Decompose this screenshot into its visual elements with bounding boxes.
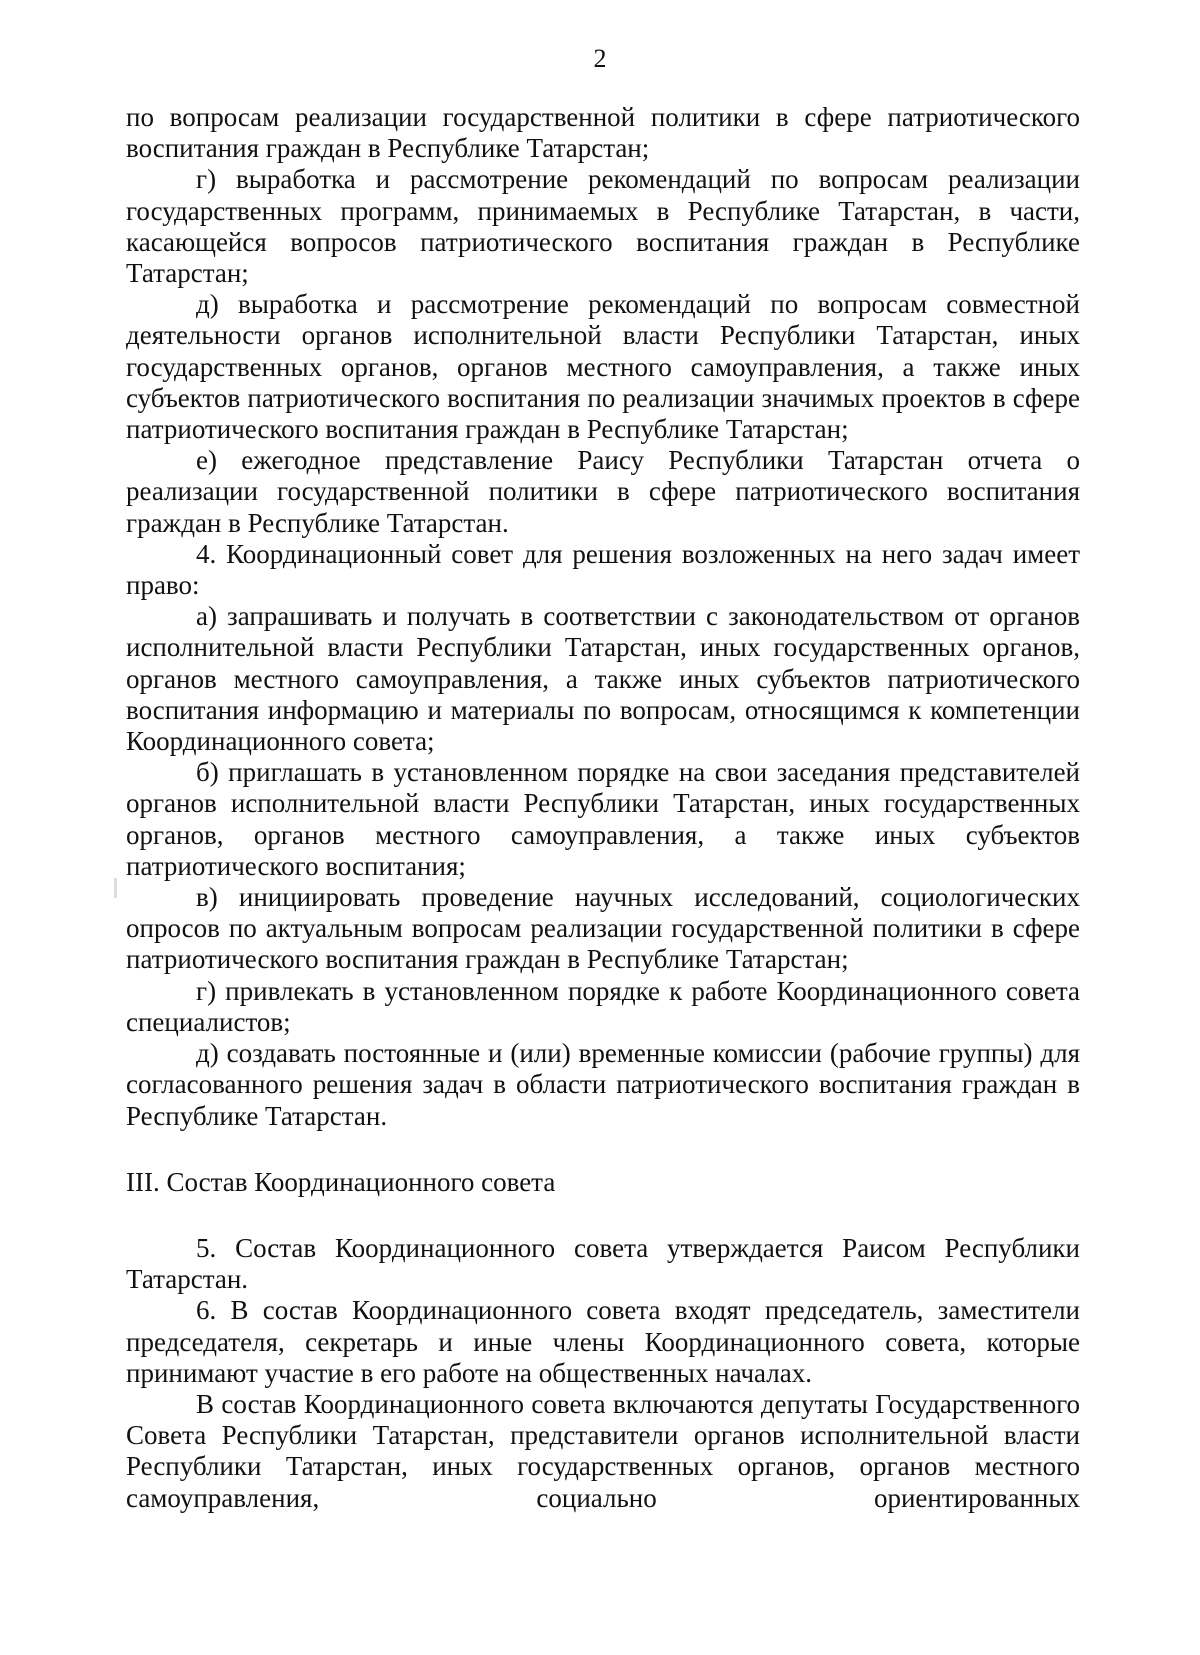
page-number: 2 [593,44,607,73]
paragraph-right-v: в) инициировать проведение научных исследований, социологических опросов по актуальным вопросам реализации государственной политики в сфере патриотического воспитания граждан в Республике Татарстан; [126,882,1080,975]
document-body [126,102,1080,1514]
paragraph-continuation: по вопросам реализации государственной политики в сфере патриотического воспитания граждан в Республике Татарстан; [126,102,1080,164]
section-heading: III. Состав Координационного совета [126,1166,556,1197]
paragraph-clause-6: 6. В состав Координационного совета входят председатель, заместители председателя, секретарь и иные члены Координационного совета, которые принимают участие в его работе на общественных началах. [126,1295,1080,1388]
paragraph-right-b: б) приглашать в установленном порядке на свои заседания представителей органов исполнительной власти Республики Татарстан, иных государственных органов, органов местного самоуправления, а также иных субъектов патриотического воспитания; [126,757,1080,881]
paragraph-clause-4: 4. Координационный совет для решения возложенных на него задач имеет право: [126,538,1080,601]
paragraph-composition: В состав Координационного совета включаются депутаты Государственного Совета Республики Татарстан, представители органов исполнительной власти Республики Татарстан, иных государственных органов, органов местного самоуправления, социально ориентированных [126,1388,1080,1513]
paragraph-item-g: г) выработка и рассмотрение рекомендаций по вопросам реализации государственных программ, принимаемых в Республике Татарстан, в части, касающейся вопросов патриотического воспитания граждан в Республике Татарстан; [126,164,1080,289]
paragraph-right-d: д) создавать постоянные и (или) временные комиссии (рабочие группы) для согласованного решения задач в области патриотического воспитания граждан в Республике Татарстан. [126,1038,1080,1131]
paragraph-right-a: а) запрашивать и получать в соответствии с законодательством от органов исполнительной власти Республики Татарстан, иных государственных органов, органов местного самоуправления, а также иных субъектов патриотического воспитания информацию и материалы по вопросам, относящимся к компетенции Координационного совета; [126,601,1080,757]
paragraph-item-d: д) выработка и рассмотрение рекомендаций по вопросам совместной деятельности органов исполнительной власти Республики Татарстан, иных государственных органов, органов местного самоуправления, а также иных субъектов патриотического воспитания по реализации значимых проектов в сфере патриотического воспитания граждан в Республике Татарстан; [126,289,1080,445]
paragraph-item-e: е) ежегодное представление Раису Республики Татарстан отчета о реализации государственной политики в сфере патриотического воспитания граждан в Республике Татарстан. [126,445,1080,538]
scan-artifact [114,878,117,898]
paragraph-right-g: г) привлекать в установленном порядке к работе Координационного совета специалистов; [126,975,1080,1037]
paragraph-clause-5: 5. Состав Координационного совета утверждается Раисом Республики Татарстан. [126,1232,1080,1295]
